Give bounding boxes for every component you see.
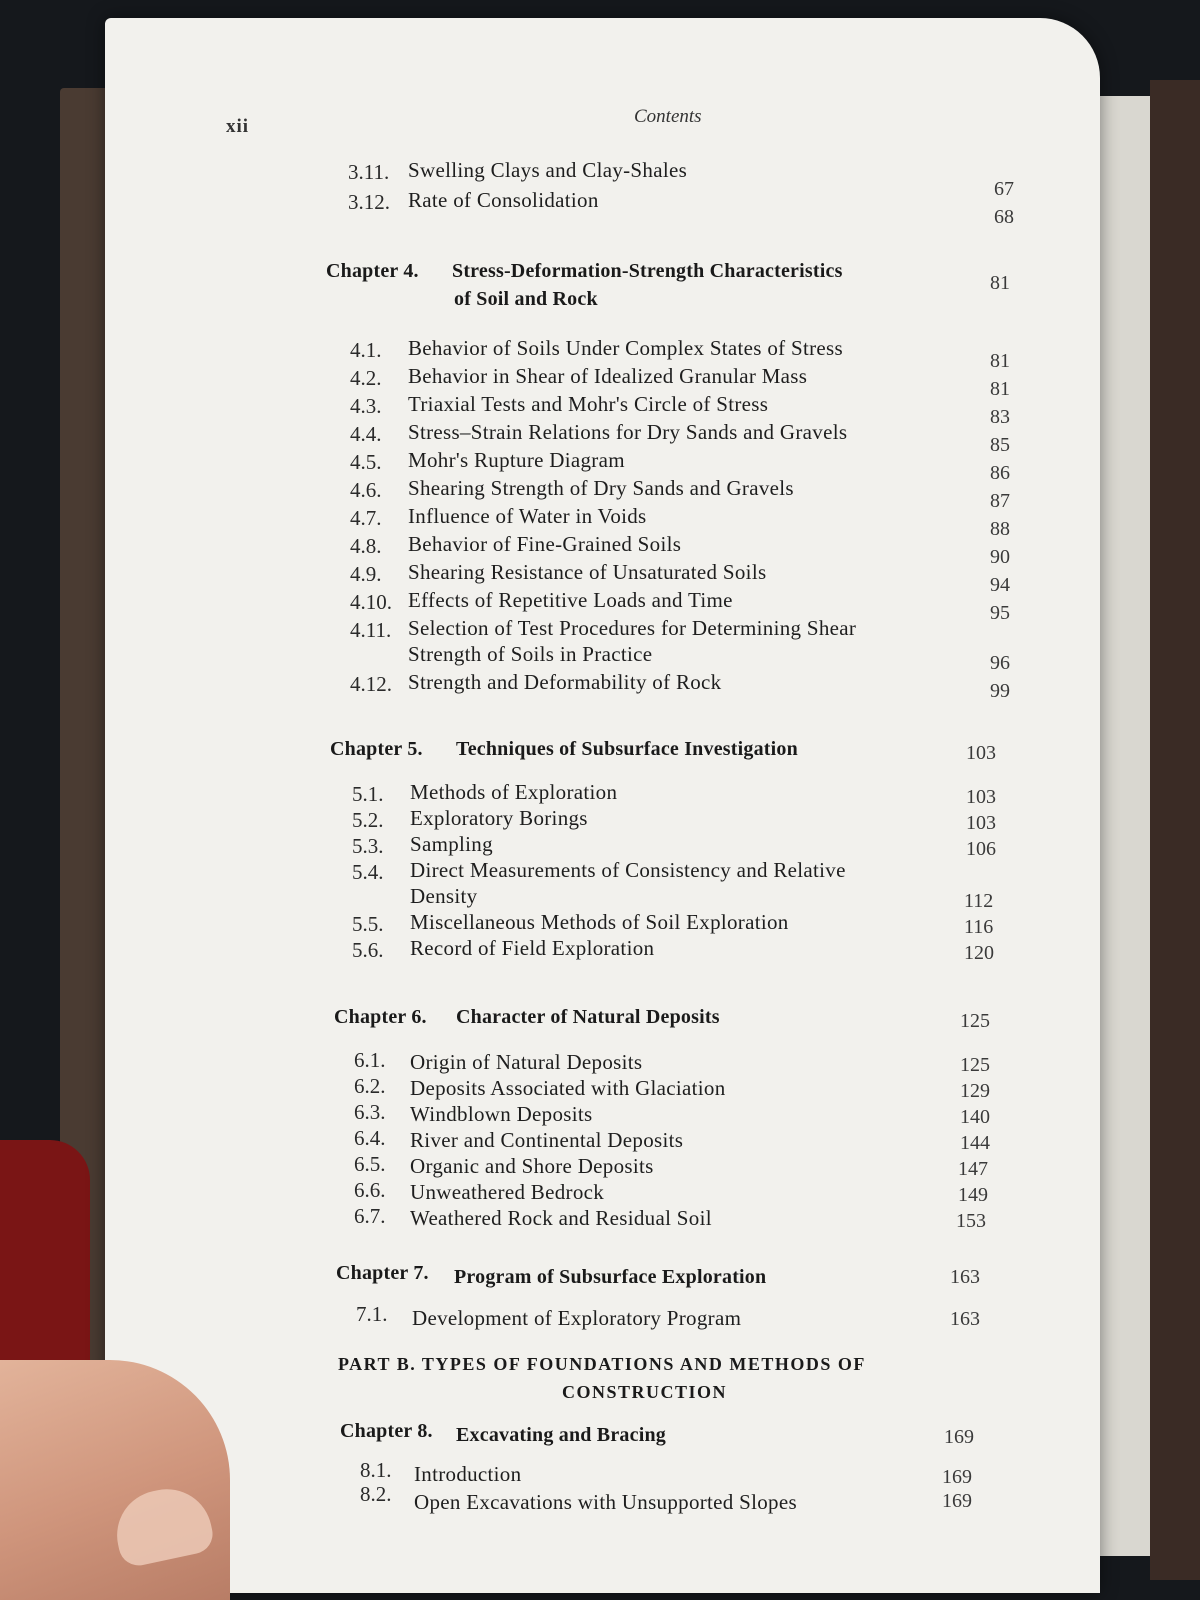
entry-title: Behavior of Soils Under Complex States of Stress <box>408 336 843 360</box>
entry-page: 153 <box>956 1210 986 1232</box>
entry-title-continued: Density <box>410 884 478 908</box>
entry-number: 3.11. <box>348 160 390 184</box>
entry-number: 4.8. <box>350 534 382 558</box>
entry-title: Strength and Deformability of Rock <box>408 670 722 694</box>
entry-page: 90 <box>990 546 1010 568</box>
entry-title: Mohr's Rupture Diagram <box>408 448 625 472</box>
entry-number: 4.1. <box>350 338 382 362</box>
entry-number: 4.4. <box>350 422 382 446</box>
thumb <box>0 1360 230 1600</box>
entry-number: 5.3. <box>352 834 384 858</box>
entry-title: Origin of Natural Deposits <box>410 1050 643 1074</box>
entry-title: Stress–Strain Relations for Dry Sands and Gravels <box>408 420 848 444</box>
entry-page: 125 <box>960 1054 990 1076</box>
entry-title: Influence of Water in Voids <box>408 504 647 528</box>
entry-number: 6.6. <box>354 1178 386 1202</box>
chapter-page: 169 <box>944 1426 974 1448</box>
entry-number: 6.3. <box>354 1100 386 1124</box>
entry-title: Miscellaneous Methods of Soil Exploration <box>410 910 789 934</box>
entry-title: River and Continental Deposits <box>410 1128 684 1152</box>
entry-page: 116 <box>964 916 994 938</box>
entry-page: 81 <box>990 350 1010 372</box>
entry-title: Effects of Repetitive Loads and Time <box>408 588 733 612</box>
part-heading: PART B. TYPES OF FOUNDATIONS AND METHODS OF <box>338 1354 866 1374</box>
entry-title: Rate of Consolidation <box>408 188 599 212</box>
entry-page: 83 <box>990 406 1010 428</box>
entry-number: 6.2. <box>354 1074 386 1098</box>
running-title: Contents <box>634 106 702 127</box>
chapter-title: Program of Subsurface Exploration <box>454 1266 767 1288</box>
entry-page: 94 <box>990 574 1010 596</box>
chapter-label: Chapter 8. <box>340 1420 433 1442</box>
part-heading-continued: CONSTRUCTION <box>562 1382 728 1402</box>
entry-title-continued: Strength of Soils in Practice <box>408 642 653 666</box>
entry-page: 95 <box>990 602 1010 624</box>
entry-title: Development of Exploratory Program <box>412 1306 742 1330</box>
entry-page: 68 <box>994 206 1014 228</box>
entry-title: Shearing Strength of Dry Sands and Gravels <box>408 476 794 500</box>
entry-page: 140 <box>960 1106 990 1128</box>
entry-title: Shearing Resistance of Unsaturated Soils <box>408 560 767 584</box>
entry-page: 103 <box>966 812 996 834</box>
entry-page: 120 <box>964 942 994 964</box>
entry-page: 96 <box>990 652 1010 674</box>
entry-number: 4.11. <box>350 618 392 642</box>
entry-number: 5.4. <box>352 860 384 884</box>
chapter-page: 163 <box>950 1266 980 1288</box>
entry-number: 4.2. <box>350 366 382 390</box>
entry-title: Record of Field Exploration <box>410 936 655 960</box>
entry-title: Organic and Shore Deposits <box>410 1154 654 1178</box>
entry-title: Triaxial Tests and Mohr's Circle of Stress <box>408 392 769 416</box>
entry-page: 103 <box>966 786 996 808</box>
chapter-page: 81 <box>990 272 1010 294</box>
entry-number: 4.12. <box>350 672 392 696</box>
entry-number: 5.6. <box>352 938 384 962</box>
entry-page: 147 <box>958 1158 988 1180</box>
entry-number: 3.12. <box>348 190 390 214</box>
entry-title: Windblown Deposits <box>410 1102 593 1126</box>
entry-number: 5.2. <box>352 808 384 832</box>
entry-page: 99 <box>990 680 1010 702</box>
entry-page: 169 <box>942 1466 972 1488</box>
entry-number: 6.5. <box>354 1152 386 1176</box>
entry-number: 7.1. <box>356 1302 388 1326</box>
entry-page: 87 <box>990 490 1010 512</box>
entry-title: Direct Measurements of Consistency and Relative <box>410 858 846 882</box>
entry-page: 163 <box>950 1308 980 1330</box>
entry-page: 149 <box>958 1184 988 1206</box>
entry-title: Behavior in Shear of Idealized Granular Mass <box>408 364 808 388</box>
chapter-label: Chapter 7. <box>336 1262 429 1284</box>
chapter-page: 103 <box>966 742 996 764</box>
chapter-label: Chapter 6. <box>334 1006 427 1028</box>
chapter-title: Techniques of Subsurface Investigation <box>456 738 798 760</box>
entry-title: Behavior of Fine-Grained Soils <box>408 532 682 556</box>
entry-number: 8.1. <box>360 1458 392 1482</box>
chapter-page: 125 <box>960 1010 990 1032</box>
page-folio: xii <box>226 116 250 137</box>
entry-number: 4.9. <box>350 562 382 586</box>
entry-number: 6.4. <box>354 1126 386 1150</box>
entry-page: 169 <box>942 1490 972 1512</box>
entry-number: 5.1. <box>352 782 384 806</box>
entry-title: Deposits Associated with Glaciation <box>410 1076 726 1100</box>
chapter-title: Stress-Deformation-Strength Characteristics <box>452 260 843 282</box>
entry-number: 8.2. <box>360 1482 392 1506</box>
entry-title: Weathered Rock and Residual Soil <box>410 1206 712 1230</box>
entry-title: Unweathered Bedrock <box>410 1180 605 1204</box>
entry-title: Selection of Test Procedures for Determining Shear <box>408 616 857 640</box>
chapter-label: Chapter 4. <box>326 260 419 282</box>
chapter-label: Chapter 5. <box>330 738 423 760</box>
entry-title: Methods of Exploration <box>410 780 618 804</box>
entry-number: 4.10. <box>350 590 392 614</box>
entry-number: 6.7. <box>354 1204 386 1228</box>
chapter-title: Excavating and Bracing <box>456 1424 666 1446</box>
entry-title: Swelling Clays and Clay-Shales <box>408 158 688 182</box>
book-cover-right <box>1150 80 1200 1580</box>
entry-number: 4.3. <box>350 394 382 418</box>
entry-page: 67 <box>994 178 1014 200</box>
entry-number: 6.1. <box>354 1048 386 1072</box>
chapter-title-continued: of Soil and Rock <box>454 288 598 310</box>
entry-number: 4.5. <box>350 450 382 474</box>
entry-page: 106 <box>966 838 996 860</box>
entry-page: 88 <box>990 518 1010 540</box>
entry-page: 85 <box>990 434 1010 456</box>
entry-title: Sampling <box>410 832 493 856</box>
entry-number: 5.5. <box>352 912 384 936</box>
entry-number: 4.7. <box>350 506 382 530</box>
entry-page: 81 <box>990 378 1010 400</box>
entry-title: Open Excavations with Unsupported Slopes <box>414 1490 797 1514</box>
entry-page: 112 <box>964 890 994 912</box>
chapter-title: Character of Natural Deposits <box>456 1006 720 1028</box>
entry-title: Exploratory Borings <box>410 806 588 830</box>
entry-title: Introduction <box>414 1462 522 1486</box>
entry-page: 86 <box>990 462 1010 484</box>
entry-page: 144 <box>960 1132 990 1154</box>
entry-number: 4.6. <box>350 478 382 502</box>
entry-page: 129 <box>960 1080 990 1102</box>
